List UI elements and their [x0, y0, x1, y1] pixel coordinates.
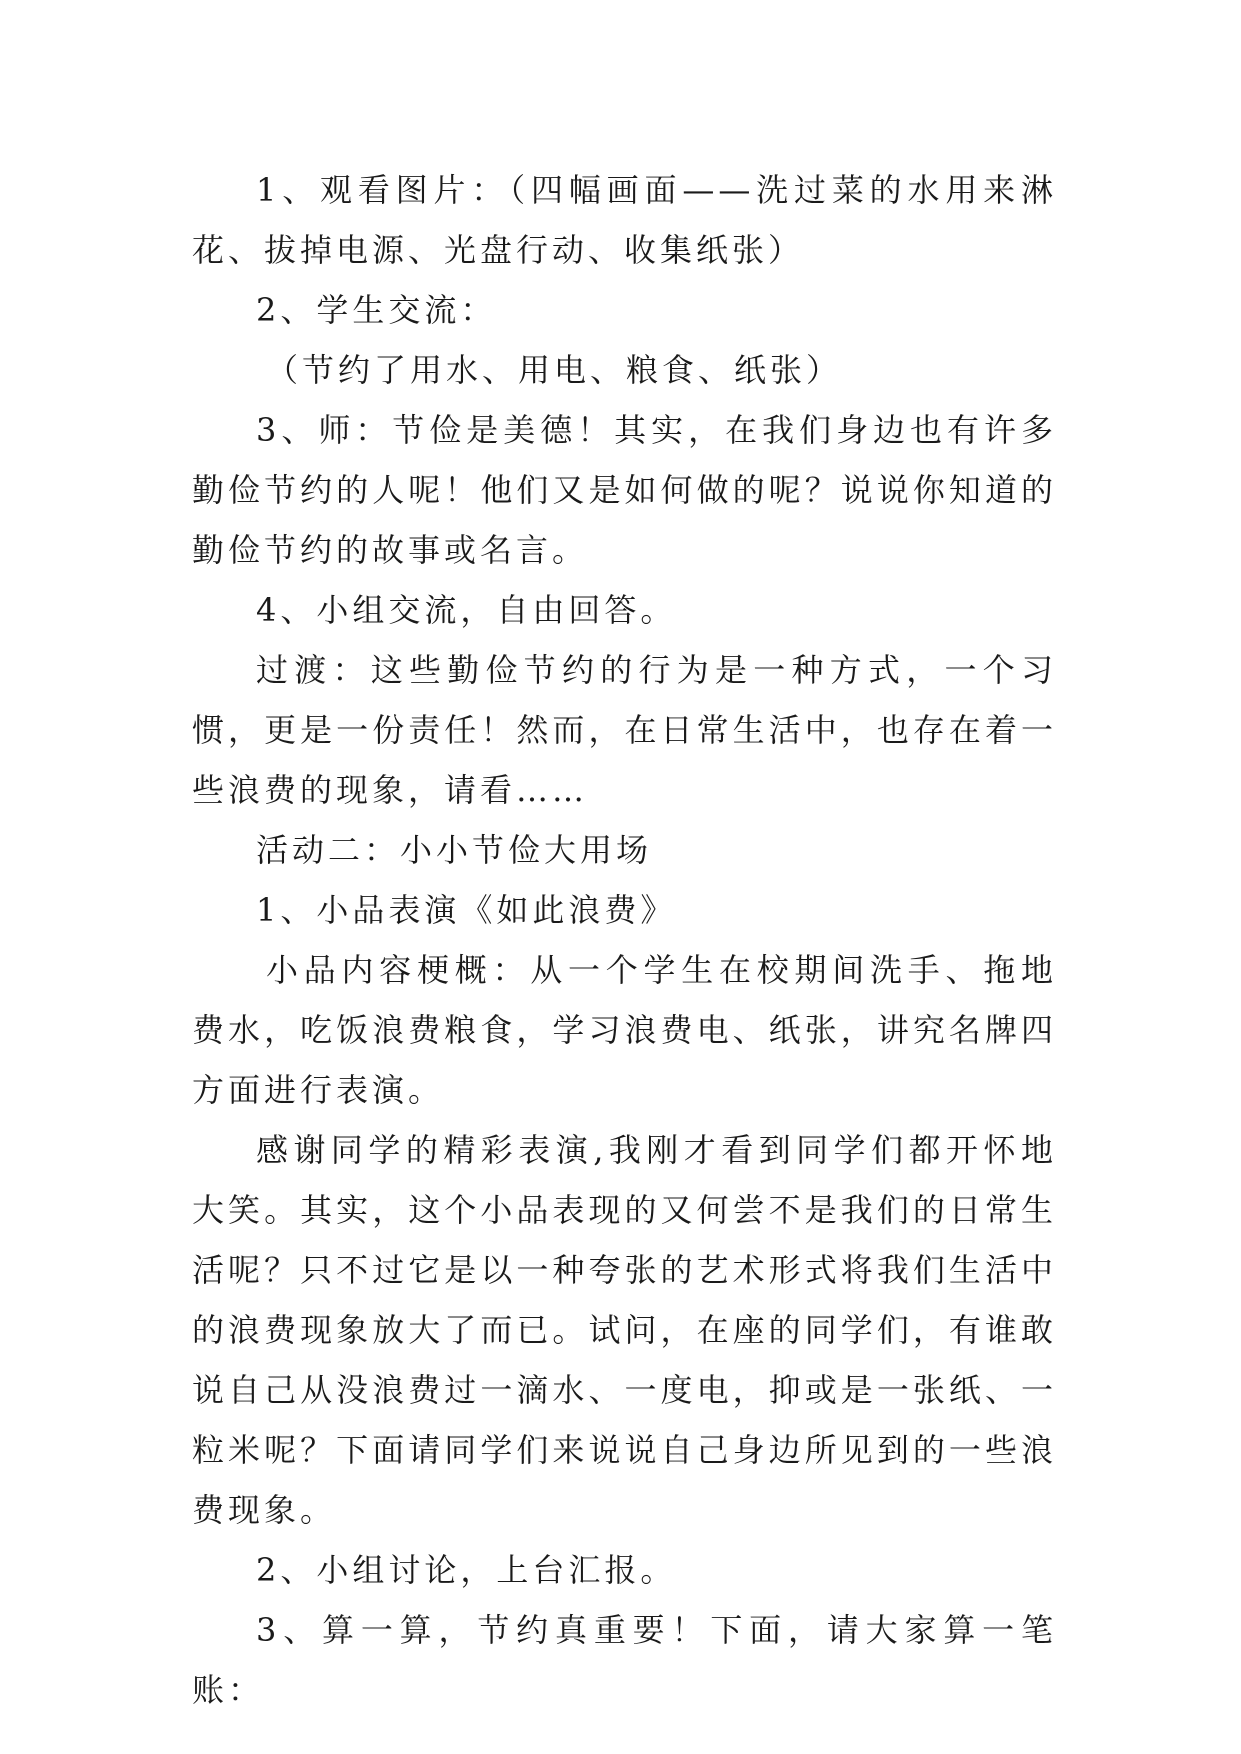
paragraph-calculate: 3、算一算，节约真重要！下面，请大家算一笔账：	[192, 1611, 1057, 1709]
paragraph-activity-two-heading: 活动二：小小节俭大用场	[256, 831, 653, 869]
paragraph-skit-performance: 1、小品表演《如此浪费》	[256, 891, 677, 929]
paragraph-view-pictures: 1、观看图片：（四幅画面——洗过菜的水用来淋花、拔掉电源、光盘行动、收集纸张）	[192, 171, 1057, 269]
document-body	[192, 160, 1057, 1720]
paragraph-skit-summary: 小品内容梗概：从一个学生在校期间洗手、拖地费水，吃饭浪费粮食，学习浪费电、纸张，讲究名牌四方面进行表演。	[192, 951, 1057, 1109]
paragraph-thanks-reflection: 感谢同学的精彩表演,我刚才看到同学们都开怀地大笑。其实，这个小品表现的又何尝不是我们的日常生活呢？只不过它是以一种夸张的艺术形式将我们生活中的浪费现象放大了而已。试问，在座的同学们，有谁敢说自己从没浪费过一滴水、一度电，抑或是一张纸、一粒米呢？下面请同学们来说说自己身边所见到的一些浪费现象。	[192, 1131, 1057, 1529]
paragraph-group-exchange: 4、小组交流，自由回答。	[256, 591, 677, 629]
paragraph-transition: 过渡：这些勤俭节约的行为是一种方式，一个习惯，更是一份责任！然而，在日常生活中，也存在着一些浪费的现象，请看……	[192, 651, 1057, 809]
paragraph-group-discussion: 2、小组讨论，上台汇报。	[256, 1551, 677, 1589]
paragraph-student-exchange: 2、学生交流：	[256, 291, 497, 329]
paragraph-teacher-thrift: 3、师：节俭是美德！其实，在我们身边也有许多勤俭节约的人呢！他们又是如何做的呢？说说你知道的勤俭节约的故事或名言。	[192, 411, 1057, 569]
paragraph-saved-items: （节约了用水、用电、粮食、纸张）	[266, 351, 843, 389]
